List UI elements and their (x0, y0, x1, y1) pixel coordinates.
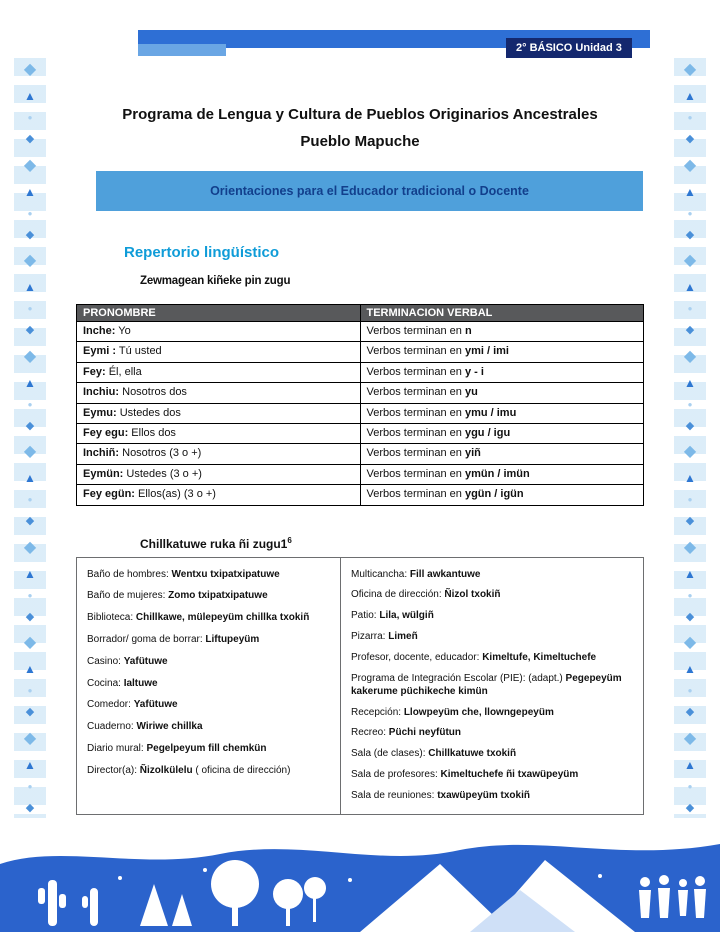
pronoun-cell: Inchiñ: Nosotros (3 o +) (77, 444, 361, 464)
table-row (77, 485, 644, 505)
pronoun-cell: Eymu: Ustedes dos (77, 403, 361, 423)
vocab-entry: Director(a): Ñizolkülelu ( oficina de dirección) (87, 764, 291, 776)
vocabulary-box (76, 557, 644, 815)
table-row (77, 383, 644, 403)
table-row (77, 362, 644, 382)
vocabulary-right-column (341, 558, 643, 814)
vocab-entry: Cuaderno: Wiriwe chillka (87, 721, 203, 733)
pronoun-cell: Eymün: Ustedes (3 o +) (77, 464, 361, 484)
vocab-entry: Multicancha: Fill awkantuwe (351, 568, 481, 580)
table-row (77, 464, 644, 484)
pronoun-cell: Fey egün: Ellos(as) (3 o +) (77, 485, 361, 505)
vocab-entry: Sala (de clases): Chillkatuwe txokiñ (351, 748, 517, 760)
vocab-entry: Borrador/ goma de borrar: Liftupeyüm (87, 633, 260, 645)
repertorio-heading: Repertorio lingüístico (124, 244, 280, 261)
vocab-entry: Profesor, docente, educador: Kimeltufe, Kimeltuchefe (351, 651, 597, 663)
vocabulary-left-column (77, 558, 341, 814)
column-header-pronombre: PRONOMBRE (77, 305, 361, 322)
table-row (77, 423, 644, 443)
vocab-entry: Comedor: Yafütuwe (87, 699, 178, 711)
vocabulary-heading-footnote: 6 (287, 535, 292, 545)
right-decorative-border: ◆ ▲ ● ◆ ◆ ▲ ● ◆ ◆ ▲ ● ◆ ◆ ▲ ● ◆ ◆ ▲ ● ◆ ◆ ▲ ● ◆ ◆ ▲ ● ◆ ◆ ▲ ● ◆ (674, 58, 706, 818)
header-accent-bar (138, 44, 226, 56)
verbal-ending-cell: Verbos terminan en ygu / igu (360, 423, 644, 443)
pronoun-cell: Fey: Él, ella (77, 362, 361, 382)
vocabulary-heading-text: Chillkatuwe ruka ñi zugu1 (140, 536, 288, 551)
vocab-entry: Casino: Yafütuwe (87, 655, 168, 667)
table-row (77, 403, 644, 423)
vocabulary-heading (140, 536, 644, 551)
vocab-entry: Biblioteca: Chillkawe, mülepeyüm chillka txokiñ (87, 612, 310, 624)
table-row (77, 444, 644, 464)
vocab-entry: Pizarra: Limeñ (351, 630, 418, 642)
vocab-entry: Oficina de dirección: Ñizol txokiñ (351, 589, 501, 601)
table-row (77, 342, 644, 362)
vocab-entry: Sala de reuniones: txawüpeyüm txokiñ (351, 789, 530, 801)
repertorio-subheading: Zewmagean kiñeke pin zugu (140, 275, 291, 287)
table-row (77, 322, 644, 342)
verbal-ending-cell: Verbos terminan en ymün / imün (360, 464, 644, 484)
vocab-entry: Programa de Integración Escolar (PIE): (adapt.) Pegepeyüm kakerume püchikeche kimün (351, 672, 622, 697)
vocab-entry: Recepción: Llowpeyüm che, llowngepeyüm (351, 706, 554, 718)
verbal-ending-cell: Verbos terminan en yu (360, 383, 644, 403)
vocab-entry: Cocina: Ialtuwe (87, 677, 158, 689)
verbal-ending-cell: Verbos terminan en y - i (360, 362, 644, 382)
pronoun-table (76, 304, 644, 506)
verbal-ending-cell: Verbos terminan en ymi / imi (360, 342, 644, 362)
column-header-terminacion: TERMINACION VERBAL (360, 305, 644, 322)
unit-badge: 2° BÁSICO Unidad 3 (506, 38, 632, 58)
pronoun-cell: Inchiu: Nosotros dos (77, 383, 361, 403)
orientation-banner: Orientaciones para el Educador tradicional o Docente (96, 171, 643, 211)
vocab-entry: Baño de hombres: Wentxu txipatxipatuwe (87, 568, 280, 580)
vocab-entry: Recreo: Püchi neyfütun (351, 727, 462, 739)
table-header-row (77, 305, 644, 322)
vocab-entry: Baño de mujeres: Zomo txipatxipatuwe (87, 590, 268, 602)
page-content (76, 96, 644, 815)
left-decorative-border: ◆ ▲ ● ◆ ◆ ▲ ● ◆ ◆ ▲ ● ◆ ◆ ▲ ● ◆ ◆ ▲ ● ◆ ◆ ▲ ● ◆ ◆ ▲ ● ◆ ◆ ▲ ● ◆ (14, 58, 46, 818)
pronoun-cell: Inche: Yo (77, 322, 361, 342)
vocab-entry: Patio: Lila, wülgiñ (351, 610, 434, 622)
pronoun-cell: Eymi : Tú usted (77, 342, 361, 362)
program-subtitle: Pueblo Mapuche (300, 133, 420, 150)
verbal-ending-cell: Verbos terminan en yiñ (360, 444, 644, 464)
verbal-ending-cell: Verbos terminan en ymu / imu (360, 403, 644, 423)
program-title: Programa de Lengua y Cultura de Pueblos Originarios Ancestrales (122, 106, 598, 123)
footer-illustration (0, 822, 720, 932)
verbal-ending-cell: Verbos terminan en ygün / igün (360, 485, 644, 505)
pronoun-cell: Fey egu: Ellos dos (77, 423, 361, 443)
vocab-entry: Sala de profesores: Kimeltuchefe ñi txawüpeyüm (351, 768, 579, 780)
verbal-ending-cell: Verbos terminan en n (360, 322, 644, 342)
vocab-entry: Diario mural: Pegelpeyum fill chemkün (87, 742, 267, 754)
